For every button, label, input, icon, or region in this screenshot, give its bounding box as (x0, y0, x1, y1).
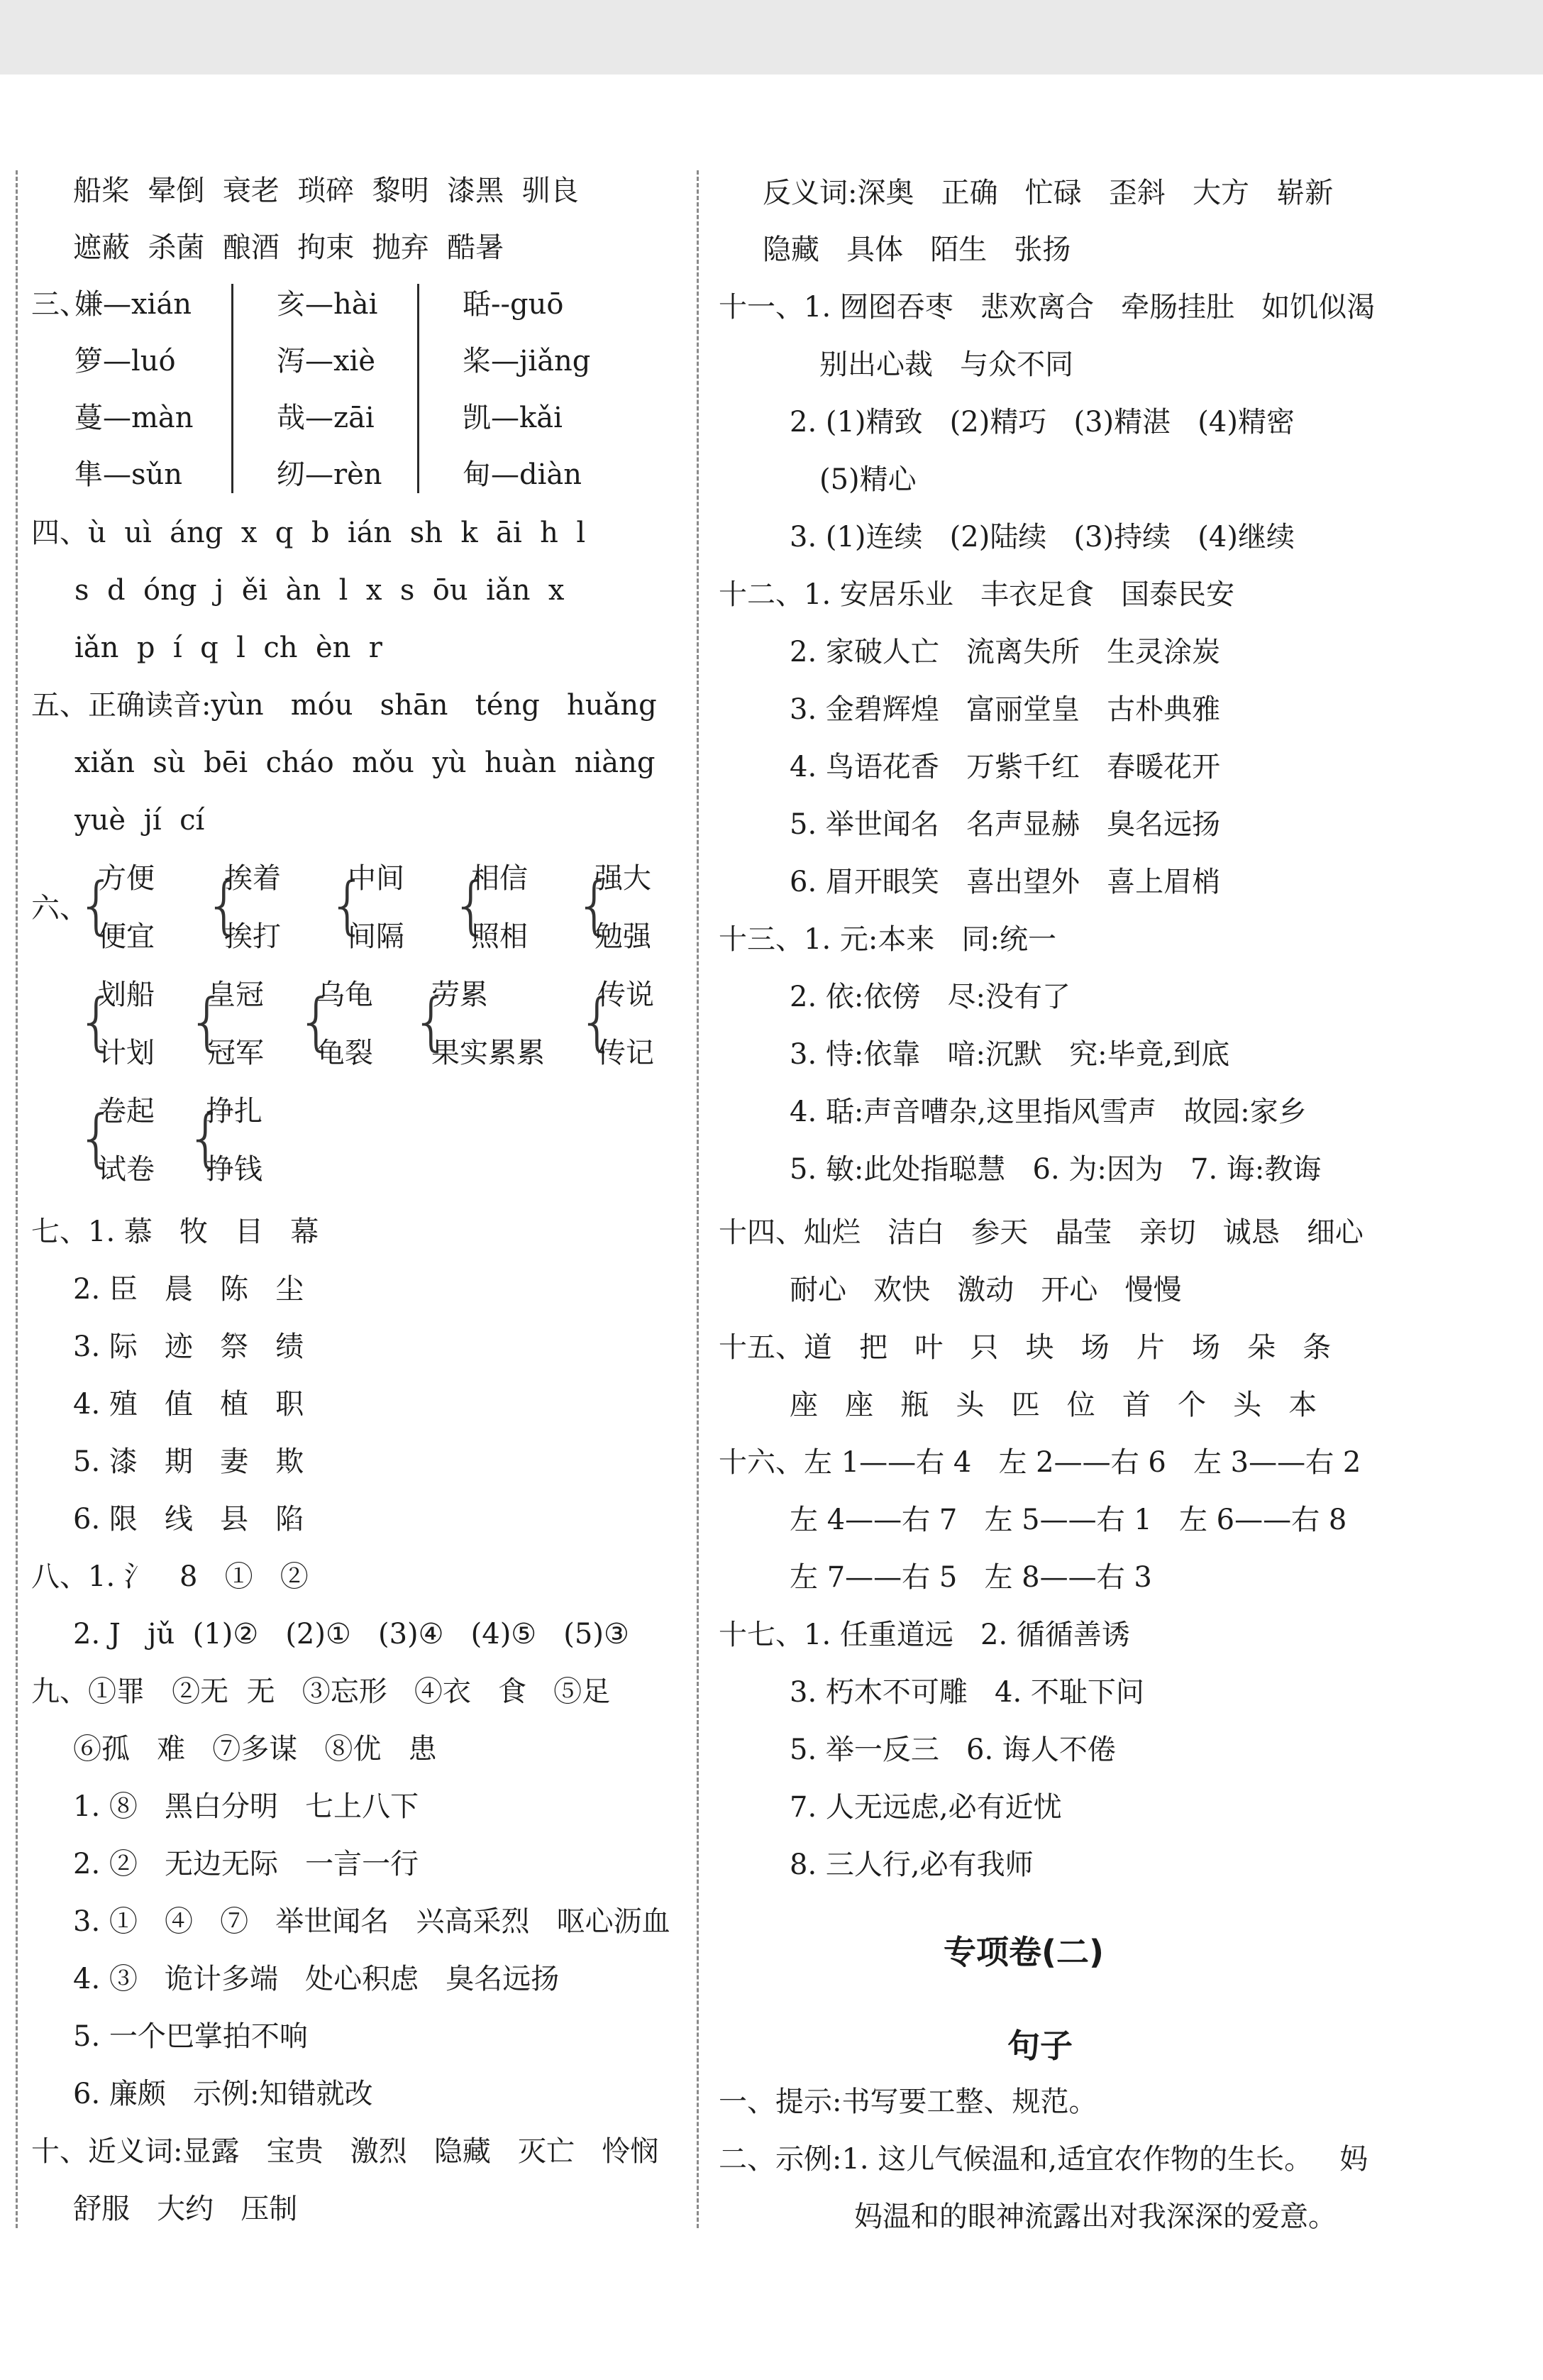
answer-line: 别出心裁 与众不同 (819, 348, 1074, 381)
answer-line: 二、示例:1. 这儿气候温和,适宜农作物的生长。 妈 (719, 2143, 1368, 2176)
word: 挣扎 (206, 1095, 262, 1128)
word: 照相 (471, 920, 528, 953)
word: 方便 (98, 862, 155, 895)
answer-line: 5. 举世闻名 名声显赫 臭名远扬 (790, 808, 1221, 841)
answer-line: 一、提示:书写要工整、规范。 (719, 2086, 1097, 2118)
answer-line: s d óng j ěi àn l x s ōu iǎn x (74, 574, 565, 607)
answer-line: 3. 恃:依靠 喑:沉默 究:毕竟,到底 (790, 1038, 1230, 1071)
brace-icon: { (328, 869, 367, 942)
answer-line: (5)精心 (819, 463, 917, 496)
column-divider (697, 170, 699, 2228)
answer-line: 隐藏 具体 陌生 张扬 (763, 233, 1071, 266)
answer-line: 八、1. 氵 8 ① ② (31, 1560, 309, 1593)
brace-icon: { (77, 1101, 116, 1174)
word: 龟裂 (316, 1037, 373, 1069)
word: 挣钱 (206, 1153, 262, 1186)
answer-line: 4. 聒:声音嘈杂,这里指风雪声 故园:家乡 (790, 1096, 1307, 1128)
brace-icon: { (186, 1101, 226, 1174)
word: 相信 (471, 862, 528, 895)
pinyin-item: 泻—xiè (277, 345, 376, 378)
column-separator (417, 284, 419, 493)
answer-line: iǎn p í q l ch èn r (74, 632, 382, 664)
section-subheading: 句子 (1007, 2027, 1073, 2065)
answer-line: 九、①罪 ②无 无 ③忘形 ④衣 食 ⑤足 (31, 1675, 611, 1708)
answer-line: 5. 敏:此处指聪慧 6. 为:因为 7. 诲:教诲 (790, 1153, 1322, 1186)
answer-line: 2. 臣 晨 陈 尘 (73, 1273, 304, 1306)
word: 计划 (98, 1037, 155, 1069)
pinyin-item: 亥—hài (277, 288, 378, 321)
word: 划船 (98, 979, 155, 1011)
answer-line: 1. ⑧ 黑白分明 七上八下 (73, 1790, 419, 1823)
word: 冠军 (207, 1037, 264, 1069)
top-band (0, 0, 1543, 75)
answer-line: 左 7——右 5 左 8——右 3 (790, 1561, 1152, 1594)
answer-line: 遮蔽 杀菌 酿酒 拘束 抛弃 酷暑 (73, 231, 504, 264)
brace-icon: { (297, 985, 336, 1058)
column-separator (231, 284, 233, 493)
brace-icon: { (204, 869, 244, 942)
section-heading: 专项卷(二) (944, 1933, 1105, 1971)
pinyin-item: 纫—rèn (277, 458, 382, 491)
answer-line: 5. 一个巴掌拍不响 (73, 2020, 308, 2053)
answer-line: 十、近义词:显露 宝贵 激烈 隐藏 灭亡 怜悯 (31, 2135, 659, 2168)
answer-line: 3. ① ④ ⑦ 举世闻名 兴高采烈 呕心沥血 (73, 1905, 670, 1938)
answer-line: ⑥孤 难 ⑦多谋 ⑧优 患 (73, 1733, 437, 1765)
answer-line: 五、正确读音:yùn móu shān téng huǎng (31, 689, 657, 722)
answer-line: 舒服 大约 压制 (73, 2193, 298, 2225)
answer-line: 十一、1. 囫囵吞枣 悲欢离合 牵肠挂肚 如饥似渴 (719, 291, 1376, 324)
pinyin-item: 隼—sǔn (74, 458, 183, 491)
word: 劳累 (431, 979, 488, 1011)
word: 勉强 (594, 920, 651, 953)
answer-line: 2. 家破人亡 流离失所 生灵涂炭 (790, 636, 1221, 668)
pinyin-item: 嫌—xián (74, 288, 192, 321)
word: 皇冠 (207, 979, 264, 1011)
word: 挨着 (224, 862, 281, 895)
brace-icon: { (451, 869, 491, 942)
answer-line: xiǎn sù bēi cháo mǒu yù huàn niàng (74, 746, 656, 779)
word: 中间 (348, 862, 404, 895)
answer-line: 6. 限 线 县 陷 (73, 1503, 304, 1536)
answer-line: 十六、左 1——右 4 左 2——右 6 左 3——右 2 (719, 1446, 1361, 1479)
word: 传说 (597, 979, 654, 1011)
pinyin-item: 蔓—màn (74, 402, 194, 434)
answer-line: 2. (1)精致 (2)精巧 (3)精湛 (4)精密 (790, 406, 1295, 439)
answer-line: 左 4——右 7 左 5——右 1 左 6——右 8 (790, 1504, 1347, 1536)
answer-line: 3. 金碧辉煌 富丽堂皇 古朴典雅 (790, 693, 1221, 726)
brace-icon: { (577, 985, 617, 1058)
answer-line: 四、ù uì áng x q b ián sh k āi h l (31, 517, 586, 549)
answer-line: 十七、1. 任重道远 2. 循循善诱 (719, 1619, 1130, 1651)
pinyin-item: 聒--guō (463, 288, 564, 321)
answer-line: 2. 依:依傍 尽:没有了 (790, 981, 1071, 1013)
answer-line: 七、1. 慕 牧 目 幕 (31, 1216, 319, 1248)
answer-line: 耐心 欢快 激动 开心 慢慢 (790, 1274, 1182, 1306)
answer-line: yuè jí cí (74, 804, 205, 837)
answer-line: 5. 举一反三 6. 诲人不倦 (790, 1734, 1116, 1766)
answer-line: 4. 鸟语花香 万紫千红 春暖花开 (790, 751, 1221, 783)
pinyin-item: 凯—kǎi (463, 402, 563, 434)
section-number: 六、 (31, 892, 88, 925)
answer-line: 3. 朽木不可雕 4. 不耻下问 (790, 1676, 1144, 1709)
answer-line: 十三、1. 元:本来 同:统一 (719, 923, 1056, 956)
answer-line: 6. 廉颇 示例:知错就改 (73, 2078, 373, 2110)
word: 强大 (594, 862, 651, 895)
brace-icon: { (575, 869, 614, 942)
answer-line: 6. 眉开眼笑 喜出望外 喜上眉梢 (790, 866, 1221, 898)
section-number: 三、 (31, 288, 88, 321)
pinyin-item: 桨—jiǎng (463, 345, 591, 378)
answer-line: 3. (1)连续 (2)陆续 (3)持续 (4)继续 (790, 521, 1295, 553)
brace-icon: { (187, 985, 227, 1058)
word: 乌龟 (316, 979, 373, 1011)
answer-line: 十五、道 把 叶 只 块 场 片 场 朵 条 (719, 1331, 1332, 1364)
brace-icon: { (77, 869, 116, 942)
answer-line: 4. 殖 值 植 职 (73, 1388, 304, 1421)
answer-line: 7. 人无远虑,必有近忧 (790, 1791, 1062, 1824)
word: 间隔 (348, 920, 404, 953)
answer-line: 座 座 瓶 头 匹 位 首 个 头 本 (790, 1389, 1317, 1421)
pinyin-item: 甸—diàn (463, 458, 582, 491)
answer-line: 十四、灿烂 洁白 参天 晶莹 亲切 诚恳 细心 (719, 1216, 1364, 1249)
left-margin-line (16, 170, 18, 2228)
answer-line: 2. J jǔ (1)② (2)① (3)④ (4)⑤ (5)③ (73, 1618, 629, 1651)
answer-line: 反义词:深奥 正确 忙碌 歪斜 大方 崭新 (763, 177, 1334, 209)
brace-icon: { (77, 985, 116, 1058)
answer-line: 船桨 晕倒 衰老 琐碎 黎明 漆黑 驯良 (73, 175, 579, 207)
answer-line: 十二、1. 安居乐业 丰衣足食 国泰民安 (719, 578, 1235, 611)
word: 试卷 (98, 1153, 155, 1186)
word: 卷起 (98, 1095, 155, 1128)
answer-line: 5. 漆 期 妻 欺 (73, 1445, 304, 1478)
word: 便宜 (98, 920, 155, 953)
pinyin-item: 箩—luó (74, 345, 176, 378)
brace-icon: { (411, 985, 451, 1058)
word: 挨打 (224, 920, 281, 953)
answer-line: 8. 三人行,必有我师 (790, 1849, 1034, 1881)
word: 果实累累 (431, 1037, 545, 1069)
answer-line: 4. ③ 诡计多端 处心积虑 臭名远扬 (73, 1963, 560, 1995)
word: 传记 (597, 1037, 654, 1069)
answer-line: 3. 际 迹 祭 绩 (73, 1331, 304, 1363)
answer-line: 2. ② 无边无际 一言一行 (73, 1848, 419, 1880)
pinyin-item: 哉—zāi (277, 402, 375, 434)
answer-line: 妈温和的眼神流露出对我深深的爱意。 (854, 2200, 1337, 2233)
